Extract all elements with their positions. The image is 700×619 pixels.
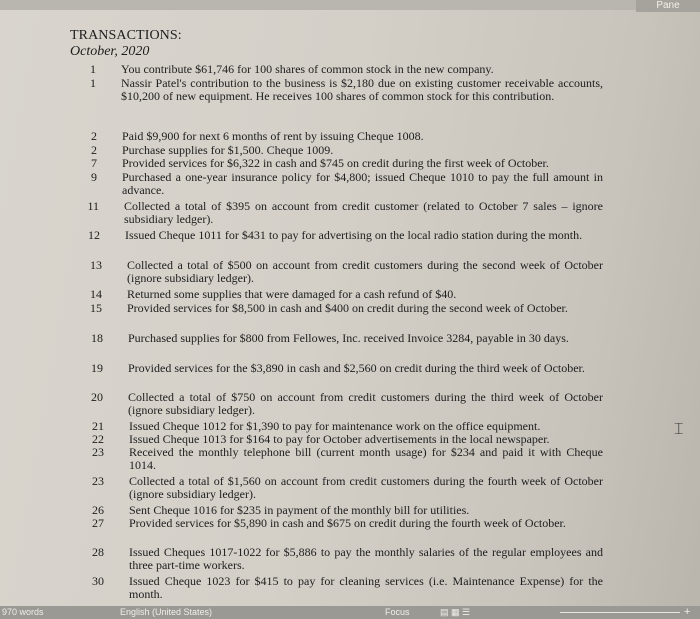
transaction-day: 28 — [92, 545, 104, 559]
transaction-text: Sent Cheque 1016 for $235 in payment of the monthly bill for utilities. — [129, 503, 470, 517]
transaction-text: Issued Cheque 1023 for $415 to pay for cleaning services (i.e. Maintenance Expense) for the month. — [129, 574, 603, 602]
transaction-day: 19 — [91, 361, 103, 375]
pane-tab[interactable]: Pane — [636, 0, 700, 12]
transaction-day: 14 — [90, 287, 102, 301]
document-heading: TRANSACTIONS: — [70, 28, 182, 43]
transaction-text: Provided services for $6,322 in cash and $745 on credit during the first week of October. — [122, 156, 549, 170]
transaction-text: Collected a total of $500 on account from credit customers during the second week of October (ignore subsidiary ledger). — [127, 258, 603, 286]
transaction-text: Issued Cheques 1017-1022 for $5,886 to pay the monthly salaries of the regular employees and three part-time workers. — [129, 545, 603, 573]
transaction-day: 18 — [91, 331, 103, 345]
zoom-slider[interactable] — [560, 612, 680, 613]
transaction-text: Returned some supplies that were damaged for a cash refund of $40. — [127, 287, 457, 301]
transaction-day: 13 — [90, 258, 102, 272]
transaction-text: Provided services for $8,500 in cash and $400 on credit during the second week of October. — [127, 301, 568, 315]
transaction-text: Collected a total of $395 on account from credit customer (related to October 7 sales – ignore subsidiary ledger). — [124, 199, 603, 227]
transaction-text: Purchased a one-year insurance policy for $4,800; issued Cheque 1010 to pay the full amount in advance. — [122, 170, 603, 198]
window-top-strip — [0, 0, 700, 10]
text-cursor-icon: ⌶ — [674, 419, 684, 438]
transaction-day: 26 — [92, 503, 104, 517]
transaction-day: 1 — [90, 76, 96, 90]
transaction-day: 2 — [91, 143, 97, 157]
zoom-in-icon[interactable]: + — [684, 606, 691, 618]
document-page — [60, 22, 620, 607]
transaction-text: Nassir Patel's contribution to the business is $2,180 due on existing customer receivable accounts, $10,200 of new equipment. He receives 100 shares of common stock for this contribution. — [121, 76, 603, 104]
transaction-day: 15 — [90, 301, 102, 315]
focus-button[interactable]: Focus — [385, 607, 410, 617]
transaction-text: Paid $9,900 for next 6 months of rent by issuing Cheque 1008. — [122, 129, 424, 143]
transaction-day: 1 — [90, 62, 96, 76]
view-buttons[interactable]: ▤ ▦ ☰ — [440, 607, 471, 617]
transaction-day: 23 — [92, 474, 104, 488]
transaction-text: Issued Cheque 1013 for $164 to pay for October advertisements in the local newspaper. — [129, 432, 550, 446]
transaction-day: 7 — [91, 156, 97, 170]
transaction-text: Purchase supplies for $1,500. Cheque 1009. — [122, 143, 334, 157]
transaction-text: Purchased supplies for $800 from Fellowes, Inc. received Invoice 3284, payable in 30 days. — [128, 331, 569, 345]
transaction-text: Collected a total of $750 on account from credit customers during the third week of October (ignore subsidiary ledger). — [128, 390, 603, 418]
transaction-day: 12 — [88, 228, 100, 242]
transaction-day: 23 — [92, 445, 104, 459]
transaction-day: 20 — [91, 390, 103, 404]
transaction-day: 2 — [91, 129, 97, 143]
transaction-text: Issued Cheque 1012 for $1,390 to pay for maintenance work on the office equipment. — [129, 419, 541, 433]
word-count[interactable]: 970 words — [2, 607, 44, 617]
language-indicator[interactable]: English (United States) — [120, 607, 213, 617]
transaction-text: Provided services for $5,890 in cash and $675 on credit during the fourth week of October. — [129, 516, 566, 530]
transaction-text: Collected a total of $1,560 on account from credit customers during the fourth week of October (ignore subsidiary ledger). — [129, 474, 603, 502]
status-bar — [0, 606, 700, 619]
document-subheading: October, 2020 — [70, 44, 150, 59]
transaction-day: 22 — [92, 432, 104, 446]
transaction-day: 27 — [92, 516, 104, 530]
transaction-day: 9 — [91, 170, 97, 184]
transaction-text: Provided services for the $3,890 in cash and $2,560 on credit during the third week of October. — [128, 361, 585, 375]
transaction-text: Received the monthly telephone bill (current month usage) for $234 and paid it with Cheque 1014. — [129, 445, 603, 473]
transaction-day: 30 — [92, 574, 104, 588]
transaction-text: Issued Cheque 1011 for $431 to pay for advertising on the local radio station during the month. — [125, 228, 583, 242]
transaction-text: You contribute $61,746 for 100 shares of common stock in the new company. — [121, 62, 494, 76]
transaction-day: 21 — [92, 419, 104, 433]
transaction-day: 11 — [87, 199, 99, 213]
